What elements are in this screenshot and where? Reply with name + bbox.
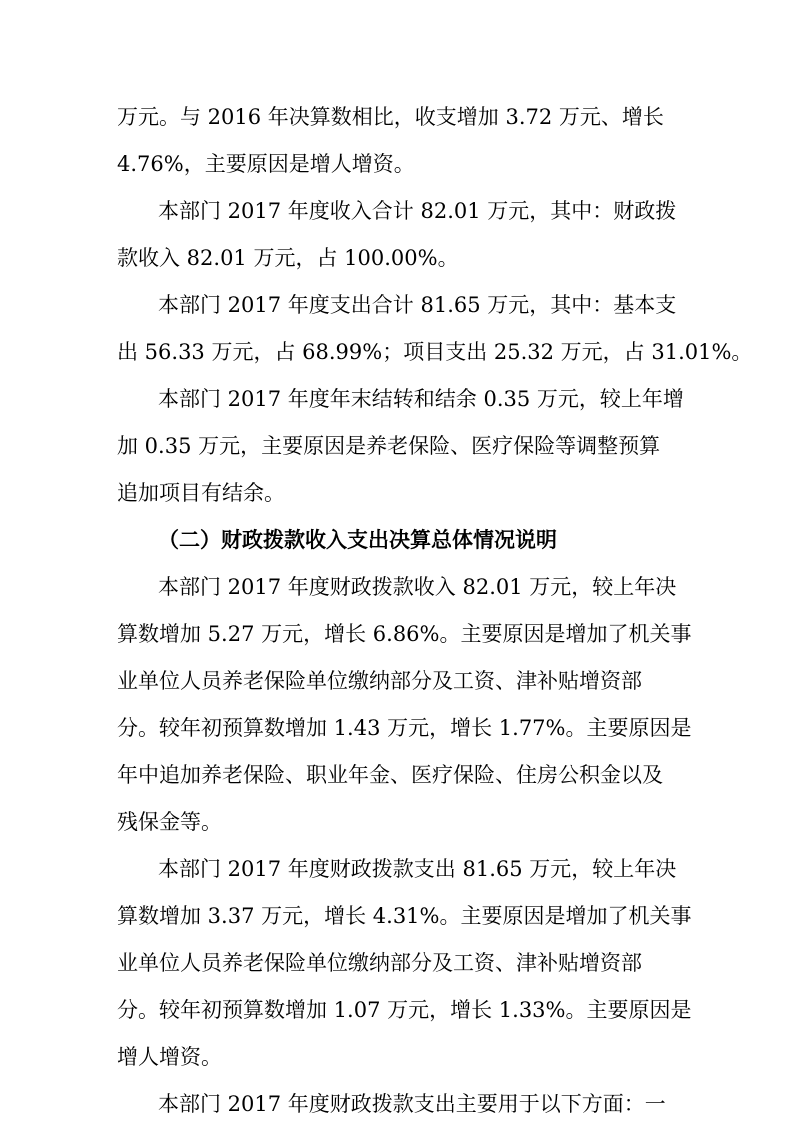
paragraph-line: 算数增加 3.37 万元，增长 4.31%。主要原因是增加了机关事: [117, 904, 692, 928]
paragraph-line: 万元。与 2016 年决算数相比，收支增加 3.72 万元、增长: [117, 105, 664, 129]
paragraph-line: 业单位人员养老保险单位缴纳部分及工资、津补贴增资部: [117, 669, 642, 693]
paragraph-line: 加 0.35 万元，主要原因是养老保险、医疗保险等调整预算: [117, 434, 661, 458]
paragraph-line: 残保金等。: [117, 810, 222, 834]
paragraph-line: 算数增加 5.27 万元，增长 6.86%。主要原因是增加了机关事: [117, 622, 692, 646]
paragraph-line: 业单位人员养老保险单位缴纳部分及工资、津补贴增资部: [117, 951, 642, 975]
paragraph-line: 分。较年初预算数增加 1.07 万元，增长 1.33%。主要原因是: [117, 998, 692, 1022]
paragraph-line: 4.76%，主要原因是增人增资。: [117, 152, 415, 176]
paragraph-line: 本部门 2017 年度财政拨款支出 81.65 万元，较上年决: [158, 857, 677, 881]
paragraph-line: 本部门 2017 年度收入合计 82.01 万元，其中：财政拨: [158, 199, 677, 223]
section-heading: （二）财政拨款收入支出决算总体情况说明: [158, 528, 557, 552]
paragraph-line: 追加项目有结余。: [117, 481, 285, 505]
paragraph-line: 本部门 2017 年度财政拨款支出主要用于以下方面：一: [158, 1092, 666, 1116]
paragraph-line: 本部门 2017 年度财政拨款收入 82.01 万元，较上年决: [158, 575, 677, 599]
paragraph-line: 年中追加养老保险、职业年金、医疗保险、住房公积金以及: [117, 763, 663, 787]
paragraph-line: 本部门 2017 年度支出合计 81.65 万元，其中：基本支: [158, 293, 677, 317]
paragraph-line: 分。较年初预算数增加 1.43 万元，增长 1.77%。主要原因是: [117, 716, 692, 740]
paragraph-line: 本部门 2017 年度年末结转和结余 0.35 万元，较上年增: [158, 387, 684, 411]
paragraph-line: 出 56.33 万元，占 68.99%；项目支出 25.32 万元，占 31.01%。: [117, 340, 753, 364]
paragraph-line: 增人增资。: [117, 1045, 222, 1069]
paragraph-line: 款收入 82.01 万元，占 100.00%。: [117, 246, 459, 270]
